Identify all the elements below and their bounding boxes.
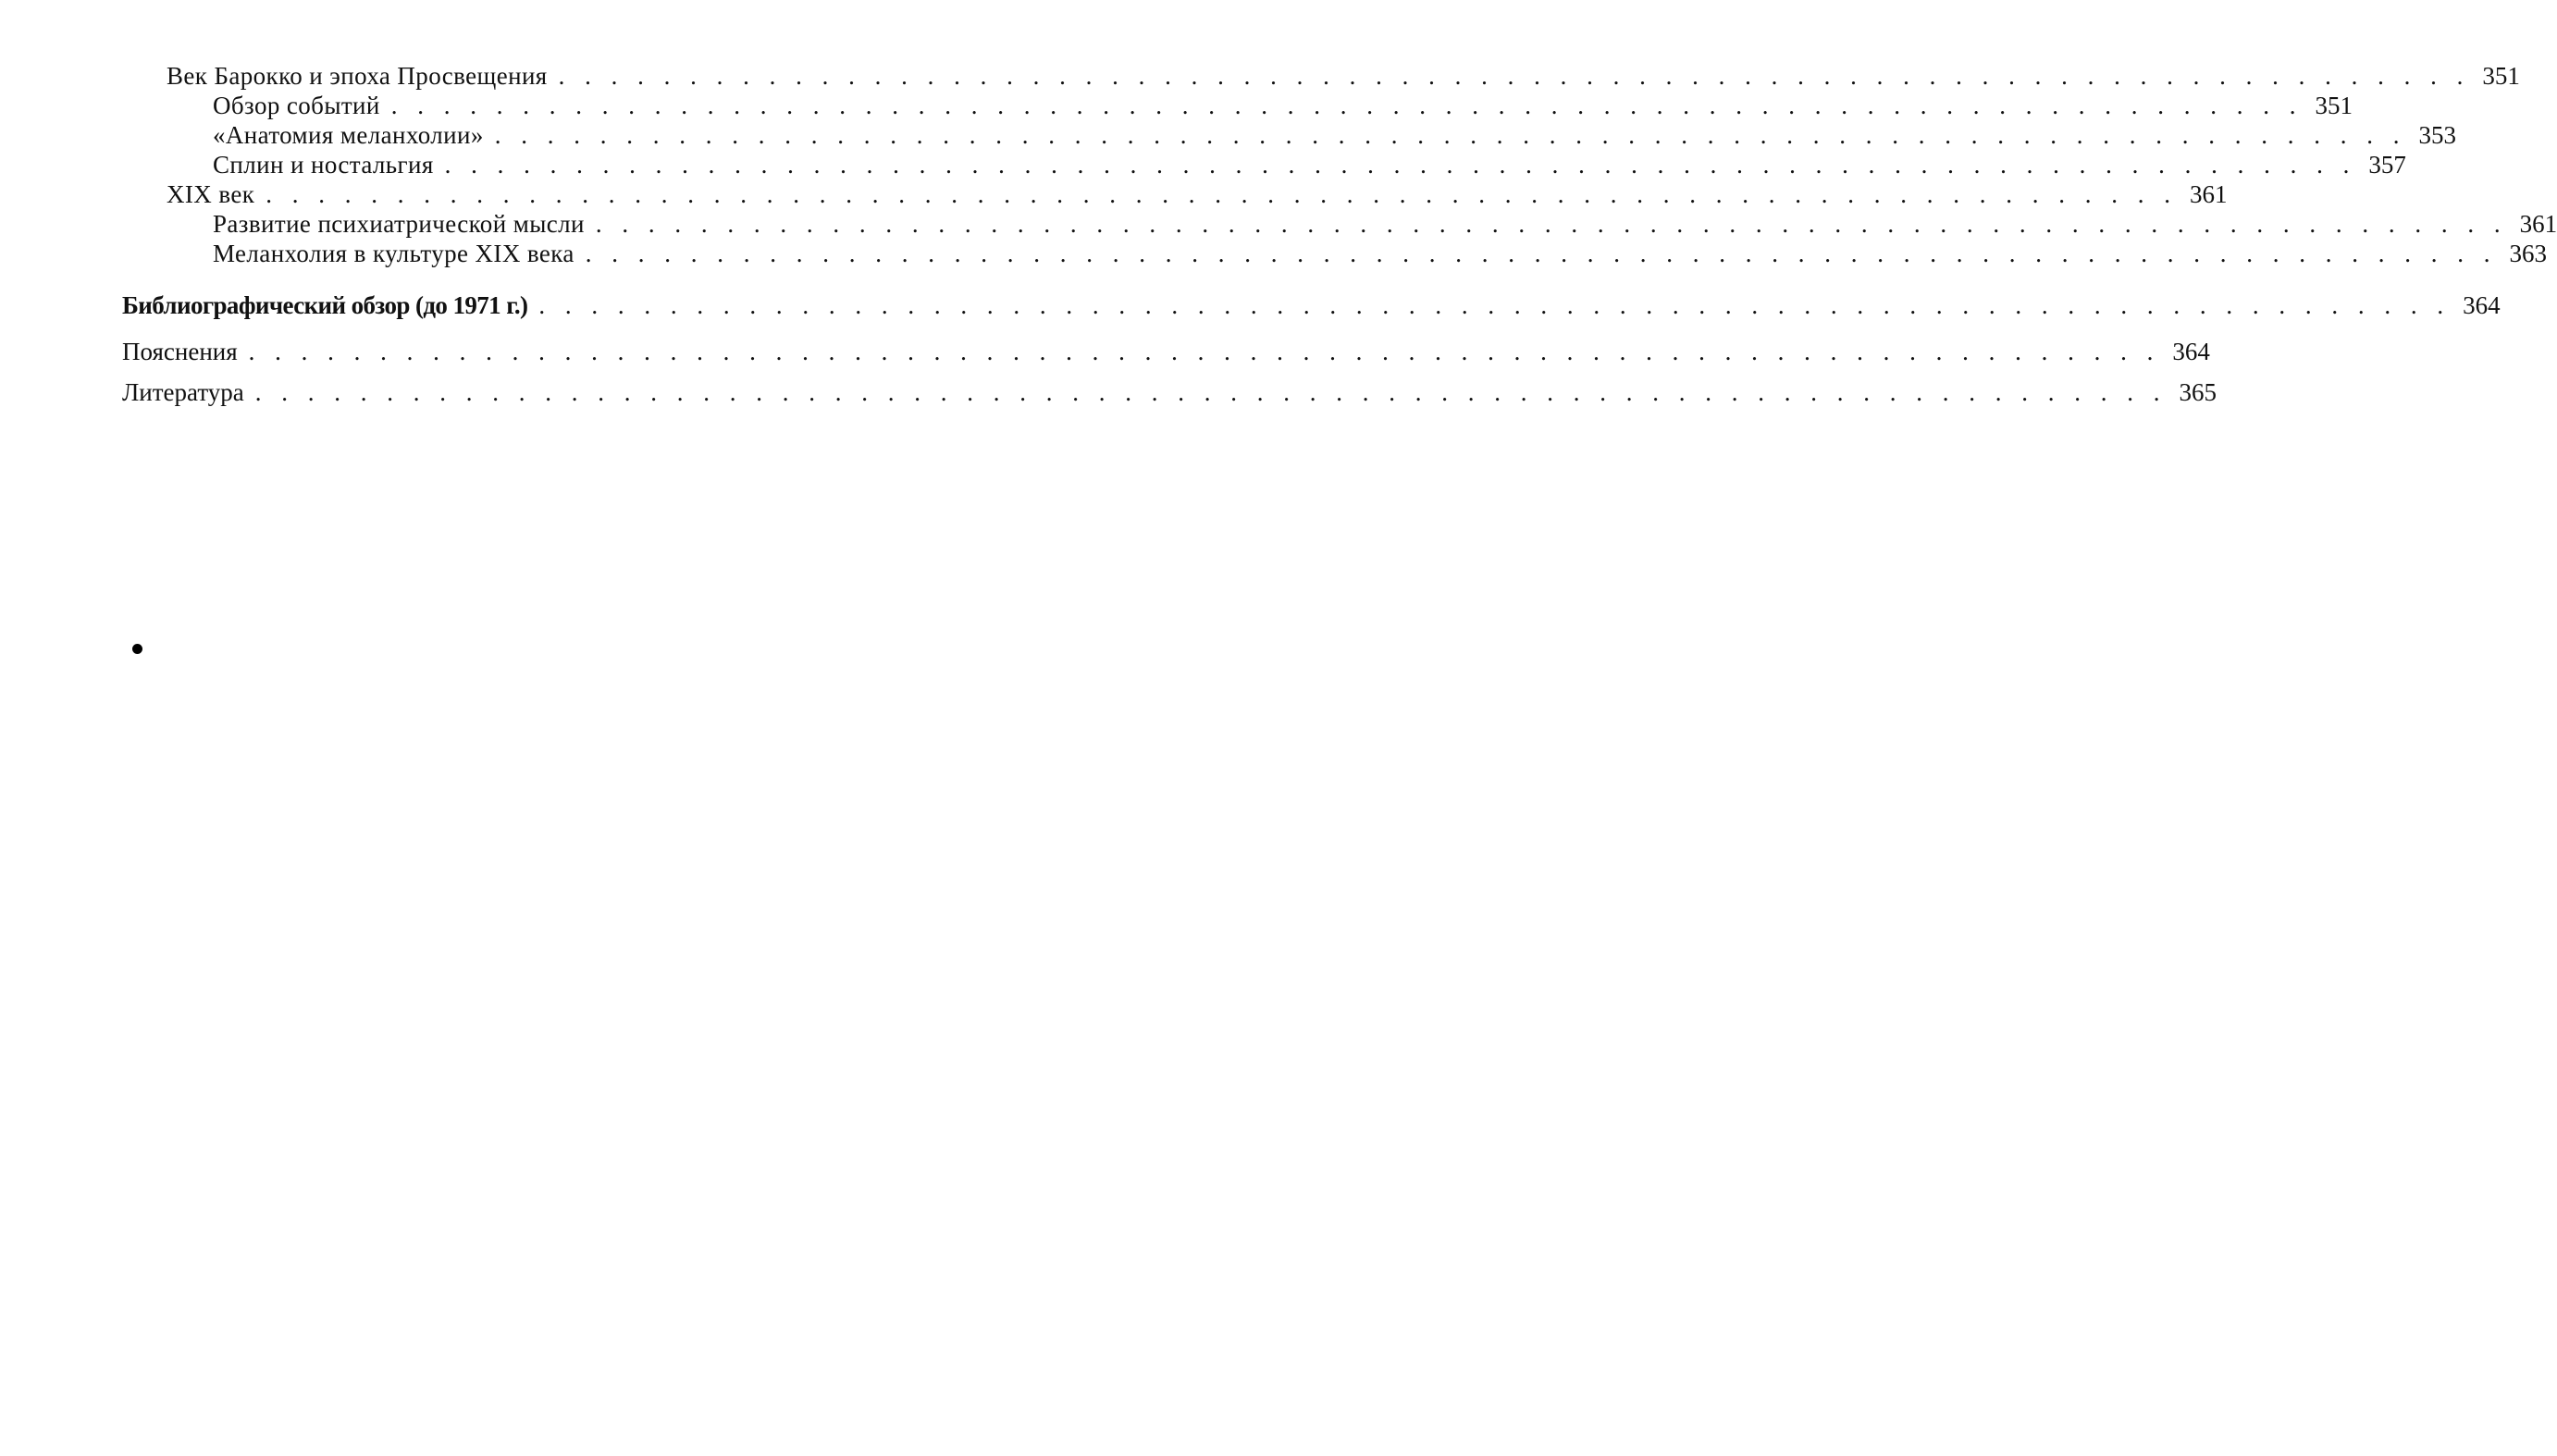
toc-entry	[122, 337, 2210, 366]
toc-entry-page: 365	[2179, 378, 2217, 406]
toc-entry-title: Литература	[122, 378, 244, 406]
toc-entry-page: 361	[2519, 210, 2557, 238]
toc-entry-page: 351	[2315, 92, 2353, 119]
toc-entry-title: Пояснения	[122, 338, 238, 365]
dot-leader: . . . . . . . . . . . . . . . . . . . . . . . . . . . . . . . . . . . . . . . . . . . . . . . . . . . . . . . . . . . . . . . . . . . . . . . . .	[558, 62, 2470, 90]
toc-entry	[122, 290, 2501, 320]
toc-entry-page: 361	[2189, 180, 2228, 208]
toc-entry-title: Сплин и ностальгия	[213, 151, 434, 179]
toc-entry	[122, 377, 2217, 407]
dot-leader: . . . . . . . . . . . . . . . . . . . . . . . . . . . . . . . . . . . . . . . . . . . . . . . . . . . . . . . . . . . . . . . . . . . . . . . . .	[254, 378, 2168, 406]
dot-leader: . . . . . . . . . . . . . . . . . . . . . . . . . . . . . . . . . . . . . . . . . . . . . . . . . . . . . . . . . . . . . . . . . . . . . . . . .	[266, 180, 2178, 208]
toc-entry	[122, 179, 2228, 209]
toc-entry-title: Обзор событий	[213, 92, 380, 119]
toc-entry-title: Век Барокко и эпоха Просвещения	[167, 62, 548, 90]
dot-leader: . . . . . . . . . . . . . . . . . . . . . . . . . . . . . . . . . . . . . . . . . . . . . . . . . . . . . . . . . . . . . . . . . . . . . . . . .	[444, 151, 2356, 179]
toc-entry	[122, 91, 2353, 120]
toc-entry-page: 353	[2418, 121, 2456, 149]
toc-entry	[122, 239, 2547, 268]
toc-entry-page: 364	[2172, 338, 2210, 365]
table-of-contents	[122, 61, 2557, 407]
toc-entry-page: 363	[2509, 240, 2547, 267]
toc-entry-title: «Анатомия меланхолии»	[213, 121, 484, 149]
toc-entry-title: Развитие психиатрической мысли	[213, 210, 585, 238]
dot-leader: . . . . . . . . . . . . . . . . . . . . . . . . . . . . . . . . . . . . . . . . . . . . . . . . . . . . . . . . . . . . . . . . . . . . . . . . .	[538, 291, 2451, 319]
toc-entry-title: XIX век	[167, 180, 255, 208]
dot-leader: . . . . . . . . . . . . . . . . . . . . . . . . . . . . . . . . . . . . . . . . . . . . . . . . . . . . . . . . . . . . . . . . . . . . . . . . .	[248, 338, 2160, 365]
toc-entry	[122, 209, 2557, 239]
toc-entry-page: 351	[2482, 62, 2520, 90]
dot-leader: . . . . . . . . . . . . . . . . . . . . . . . . . . . . . . . . . . . . . . . . . . . . . . . . . . . . . . . . . . . . . . . . . . . . . . . . .	[595, 210, 2508, 238]
bullet-dot-icon	[132, 644, 142, 654]
toc-entry-title: Меланхолия в культуре XIX века	[213, 240, 574, 267]
toc-entry	[122, 61, 2520, 91]
toc-entry-title: Библиографический обзор (до 1971 г.)	[122, 291, 528, 319]
dot-leader: . . . . . . . . . . . . . . . . . . . . . . . . . . . . . . . . . . . . . . . . . . . . . . . . . . . . . . . . . . . . . . . . . . . . . . . . .	[585, 240, 2497, 267]
toc-entry-page: 364	[2463, 291, 2501, 319]
toc-entry-page: 357	[2368, 151, 2406, 179]
toc-entry	[122, 150, 2406, 179]
dot-leader: . . . . . . . . . . . . . . . . . . . . . . . . . . . . . . . . . . . . . . . . . . . . . . . . . . . . . . . . . . . . . . . . . . . . . . . . .	[390, 92, 2304, 119]
dot-leader: . . . . . . . . . . . . . . . . . . . . . . . . . . . . . . . . . . . . . . . . . . . . . . . . . . . . . . . . . . . . . . . . . . . . . . . . .	[494, 121, 2406, 149]
toc-entry	[122, 120, 2456, 150]
